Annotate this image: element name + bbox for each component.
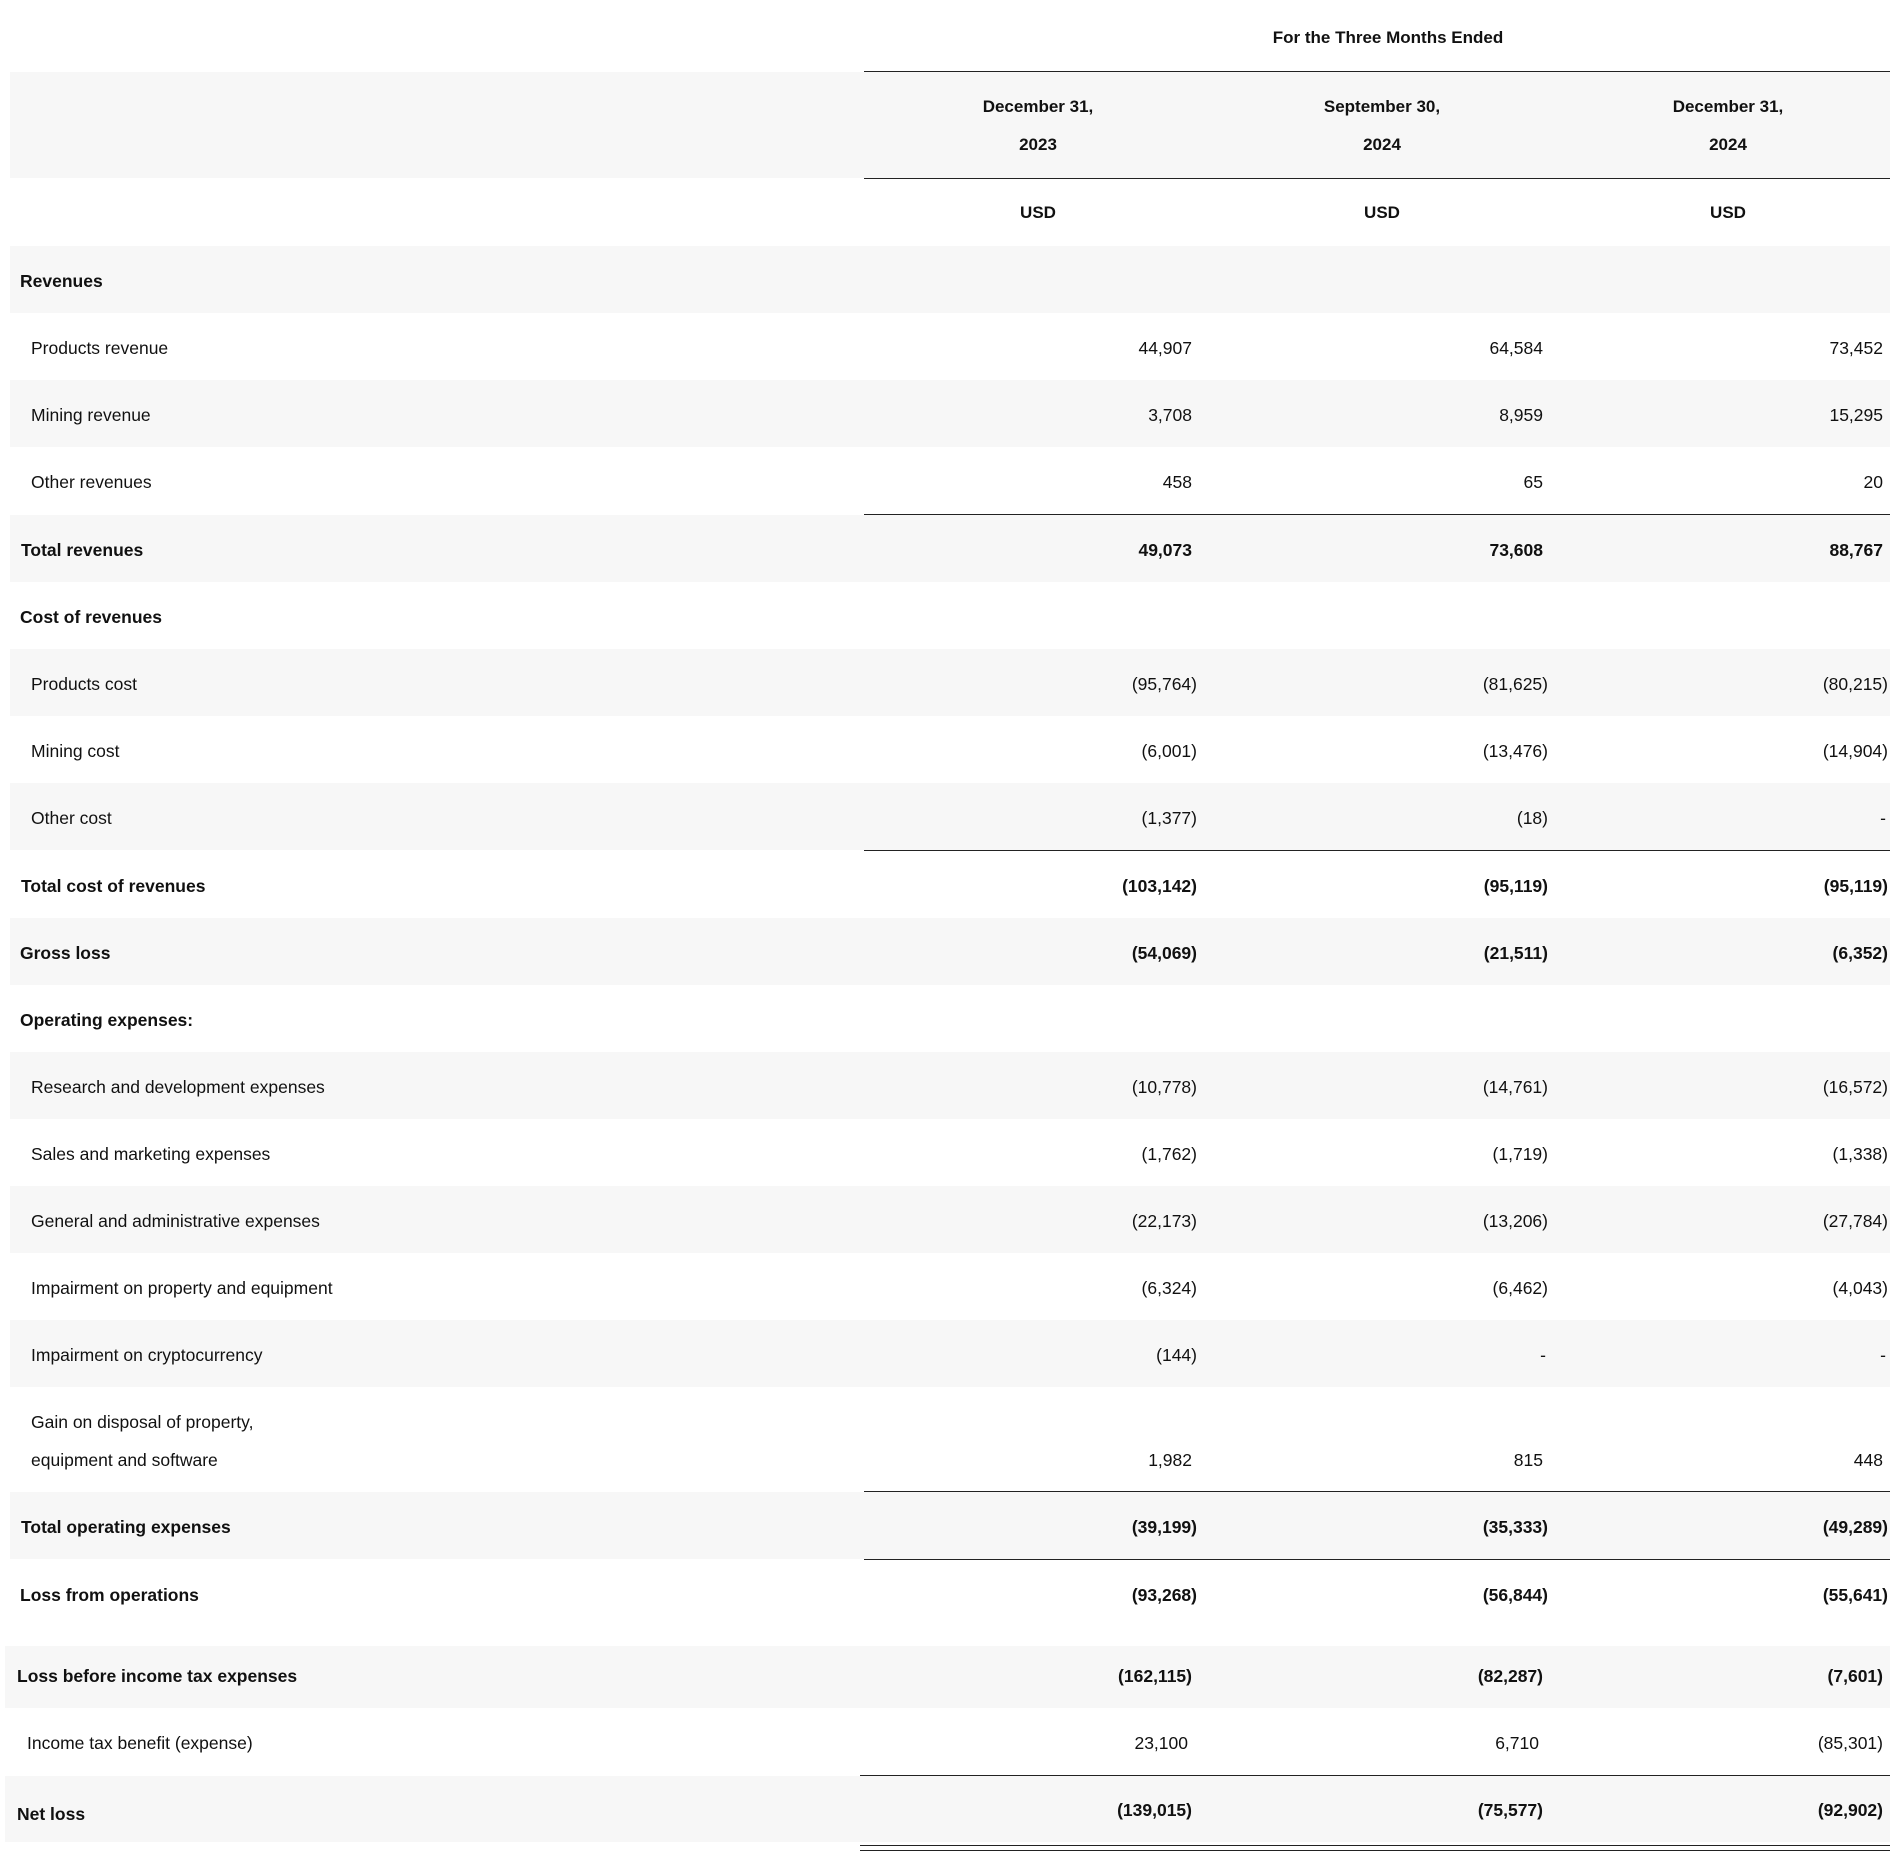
row-value-col3: 88,767 [1829,540,1883,560]
row-value-col3: 73,452 [1829,338,1883,358]
row-value-col3: 15,295 [1829,405,1883,425]
col1-currency: USD [1020,203,1056,222]
row-value-col1: (39,199) [1131,1517,1197,1537]
header-dates-band [10,72,1890,178]
row-value-col2: 64,584 [1489,338,1543,358]
row-value-col2: (1,719) [1492,1144,1548,1164]
row-label: General and administrative expenses [31,1211,320,1231]
row-value-col2: 65 [1523,472,1543,492]
col1-date: December 31, [982,97,1094,116]
row-value-col1: 44,907 [1138,338,1192,358]
row-value-col3: (4,043) [1832,1278,1888,1298]
row-value-col3: - [1880,1345,1886,1365]
table-row [10,1387,1890,1491]
row-label: Total cost of revenues [21,876,206,896]
row-value-col2: (75,577) [1477,1800,1543,1820]
row-label: Cost of revenues [20,607,162,627]
col3-currency: USD [1710,203,1746,222]
row-value-col2: (13,476) [1482,741,1548,761]
row-label: Loss before income tax expenses [17,1666,298,1686]
table-row [10,246,1890,313]
table-row [10,447,1890,514]
row-label: Products cost [31,674,138,694]
row-value-col3: (1,338) [1832,1144,1888,1164]
row-value-col3: (80,215) [1822,674,1888,694]
col1-year: 2023 [1019,135,1057,154]
row-value-col2: (56,844) [1482,1585,1548,1605]
row-value-col3: (6,352) [1832,943,1888,963]
row-value-col2: (35,333) [1482,1517,1548,1537]
row-value-col1: (22,173) [1131,1211,1197,1231]
table-row [10,515,1890,582]
table-row [10,380,1890,447]
row-value-col3: 448 [1853,1450,1883,1470]
row-value-col2: (82,287) [1477,1666,1543,1686]
row-value-col2: 815 [1513,1450,1543,1470]
row-label: Mining revenue [31,405,151,425]
row-label-line2: equipment and software [31,1450,218,1470]
row-value-col2: 73,608 [1489,540,1543,560]
row-value-col2: (21,511) [1483,943,1548,963]
table-row [10,1119,1890,1186]
table-row [10,918,1890,985]
row-value-col2: 8,959 [1499,405,1543,425]
row-value-col1: (139,015) [1117,1800,1192,1820]
row-label: Mining cost [31,741,120,761]
row-label: Operating expenses: [20,1010,194,1030]
row-value-col2: (81,625) [1482,674,1548,694]
row-label: Gross loss [20,943,111,963]
table-row [10,1320,1890,1387]
row-value-col3: (55,641) [1822,1585,1888,1605]
row-label: Sales and marketing expenses [31,1144,271,1164]
row-value-col1: (10,778) [1131,1077,1197,1097]
row-value-col1: 49,073 [1138,540,1192,560]
row-value-col2: (6,462) [1492,1278,1548,1298]
row-value-col1: (54,069) [1131,943,1197,963]
table-row [10,582,1890,649]
table-row [5,1708,1890,1775]
row-value-col1: 458 [1162,472,1192,492]
row-label: Products revenue [31,338,169,358]
row-value-col1: (103,142) [1122,876,1197,896]
table-row [10,716,1890,783]
col2-date: September 30, [1323,97,1441,116]
col3-date: December 31, [1672,97,1784,116]
row-label: Research and development expenses [31,1077,325,1097]
row-label: Total operating expenses [21,1517,231,1537]
col3-year: 2024 [1709,135,1747,154]
row-value-col3: (85,301) [1817,1733,1883,1753]
table-row [10,313,1890,380]
row-value-col1: (1,762) [1141,1144,1197,1164]
table-row [10,649,1890,716]
period-title: For the Three Months Ended [1272,28,1504,47]
table-row [5,1776,1890,1842]
row-value-col2: 6,710 [1495,1733,1539,1753]
row-value-col2: (18) [1516,808,1548,828]
row-label: Other revenues [31,472,152,492]
row-value-col3: (95,119) [1823,876,1888,896]
row-value-col1: (93,268) [1131,1585,1197,1605]
row-label: Other cost [31,808,112,828]
row-label: Impairment on property and equipment [31,1278,333,1298]
row-value-col1: (6,001) [1141,741,1197,761]
row-value-col1: (144) [1156,1345,1197,1365]
row-value-col1: 1,982 [1148,1450,1192,1470]
row-label: Revenues [20,271,103,291]
row-label: Total revenues [21,540,144,560]
row-value-col1: (6,324) [1141,1278,1197,1298]
row-value-col1: 3,708 [1148,405,1192,425]
row-value-col2: - [1540,1345,1546,1365]
table-row [10,985,1890,1052]
row-label: Net loss [17,1804,86,1824]
row-value-col1: (162,115) [1118,1666,1192,1686]
row-value-col3: (92,902) [1817,1800,1883,1820]
row-value-col3: (7,601) [1827,1666,1883,1686]
row-label: Loss from operations [20,1585,199,1605]
double-rule-top [860,1845,1890,1846]
row-value-col3: 20 [1863,472,1883,492]
row-value-col3: (16,572) [1822,1077,1888,1097]
table-row [10,1560,1890,1646]
header-mid-rule [864,178,1890,179]
col2-currency: USD [1364,203,1400,222]
row-value-col2: (95,119) [1483,876,1548,896]
row-value-col1: (1,377) [1141,808,1197,828]
table-row [10,851,1890,918]
row-value-col1: 23,100 [1134,1733,1188,1753]
row-value-col3: (27,784) [1822,1211,1888,1231]
table-row [10,783,1890,850]
table-row [10,1492,1890,1559]
row-value-col1: (95,764) [1131,674,1197,694]
row-label: Income tax benefit (expense) [27,1733,253,1753]
row-value-col3: (49,289) [1822,1517,1888,1537]
col2-year: 2024 [1363,135,1401,154]
row-value-col3: (14,904) [1822,741,1888,761]
row-value-col3: - [1880,808,1886,828]
row-value-col2: (13,206) [1482,1211,1548,1231]
row-label: Impairment on cryptocurrency [31,1345,263,1365]
double-rule-bottom [860,1850,1890,1851]
row-value-col2: (14,761) [1482,1077,1548,1097]
row-label: Gain on disposal of property, [31,1412,254,1432]
